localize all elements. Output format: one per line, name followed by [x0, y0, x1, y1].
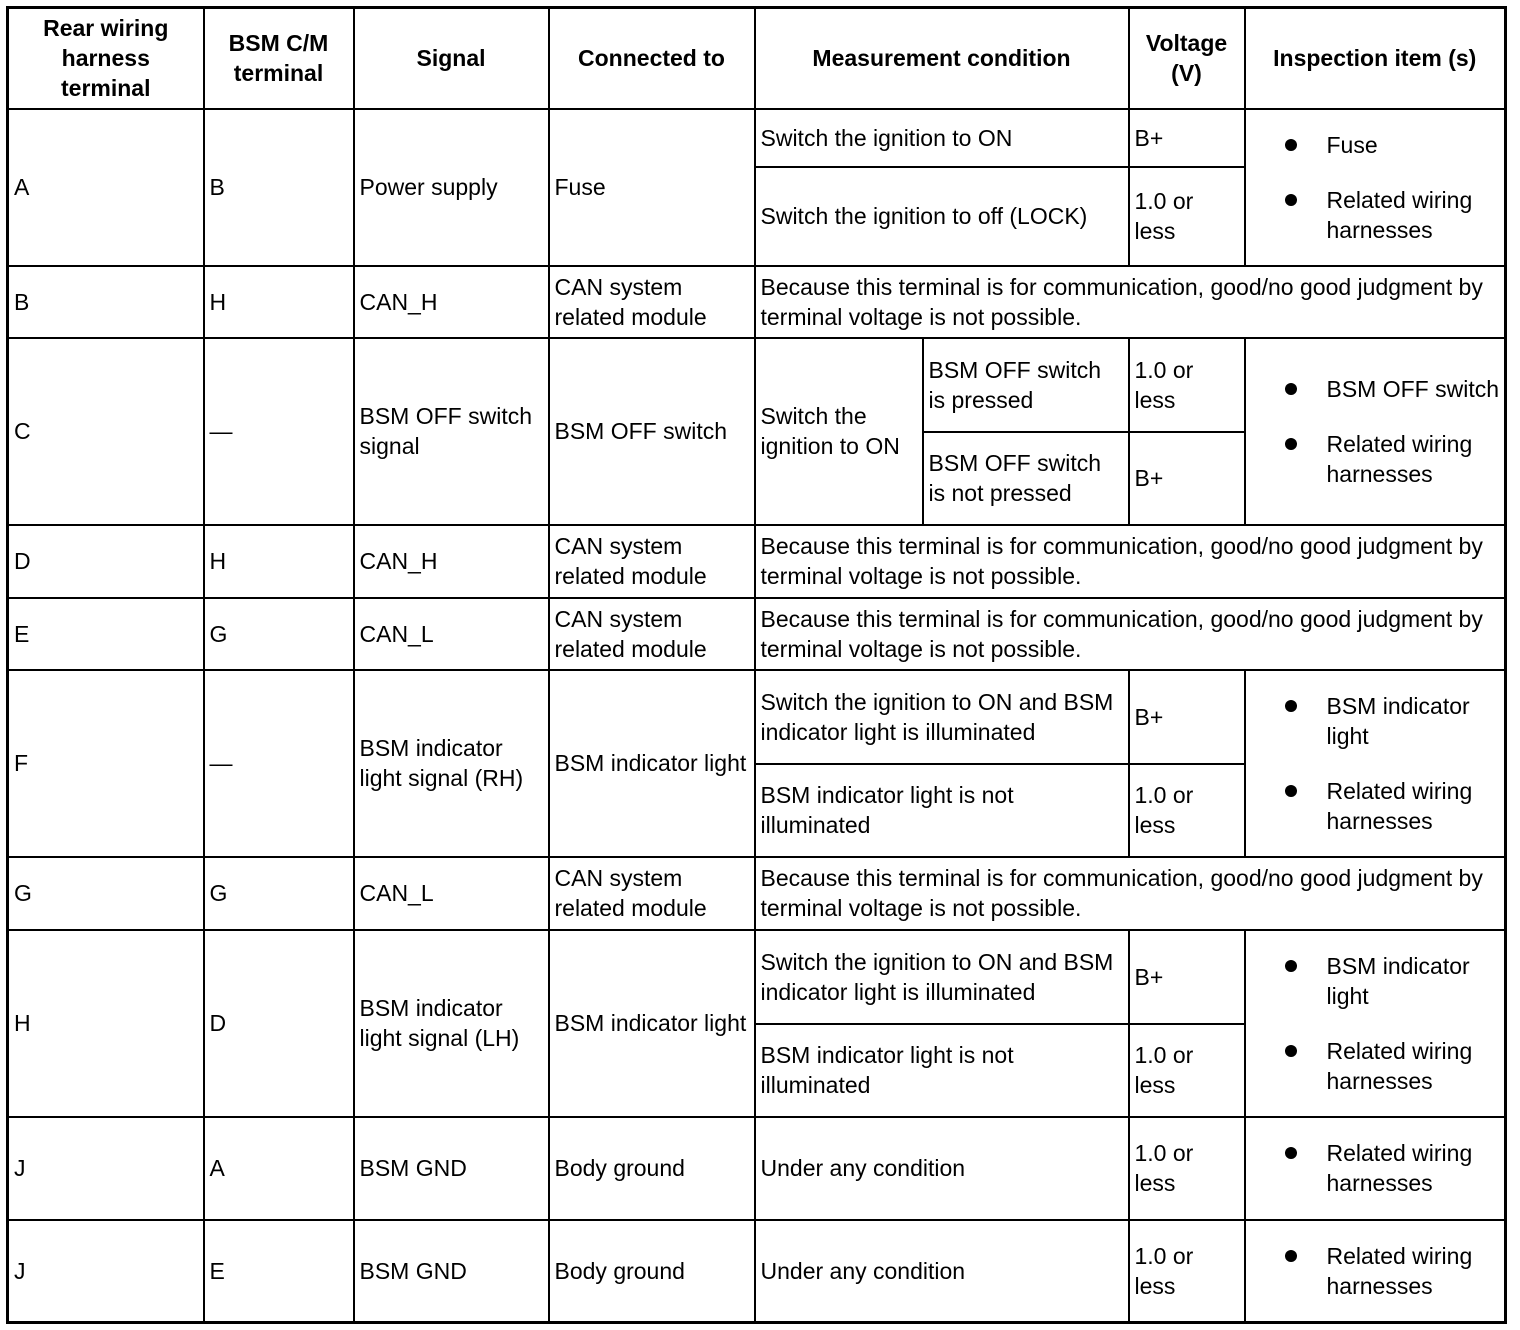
voltage-cell: B+ [1129, 930, 1245, 1024]
table-row [8, 338, 1506, 432]
voltage-cell: B+ [1129, 109, 1245, 167]
terminal-inspection-table [6, 6, 1507, 1324]
inspection-item: BSM indicator light [1327, 691, 1500, 751]
connected-to-cell: CAN system related module [549, 857, 755, 930]
rear-terminal-cell: B [8, 266, 204, 338]
inspection-list [1251, 130, 1500, 245]
signal-cell: CAN_H [354, 525, 549, 598]
rear-terminal-cell: A [8, 109, 204, 266]
table-row [8, 1220, 1506, 1323]
voltage-cell: 1.0 or less [1129, 764, 1245, 857]
table-row [8, 670, 1506, 764]
header-row [8, 8, 1506, 109]
inspection-item: Related wiring harnesses [1327, 185, 1500, 245]
inspection-cell [1245, 338, 1506, 525]
bsm-terminal-cell: D [204, 930, 354, 1117]
inspection-list [1251, 951, 1500, 1096]
rear-terminal-cell: D [8, 525, 204, 598]
inspection-item: Related wiring harnesses [1327, 776, 1500, 836]
rear-terminal-cell: E [8, 598, 204, 670]
inspection-item: Related wiring harnesses [1327, 1138, 1500, 1198]
measurement-subcondition-cell: BSM OFF switch is not pressed [923, 432, 1129, 525]
rear-terminal-cell: C [8, 338, 204, 525]
signal-cell: BSM OFF switch signal [354, 338, 549, 525]
connected-to-cell: CAN system related module [549, 266, 755, 338]
header-connected-to: Connected to [549, 8, 755, 109]
bsm-terminal-cell: E [204, 1220, 354, 1323]
communication-note-cell: Because this terminal is for communication, good/no good judgment by terminal voltage is not possible. [755, 857, 1506, 930]
bsm-terminal-cell: — [204, 338, 354, 525]
measurement-condition-cell: Switch the ignition to off (LOCK) [755, 167, 1129, 266]
voltage-cell: 1.0 or less [1129, 1220, 1245, 1323]
voltage-cell: 1.0 or less [1129, 1024, 1245, 1117]
communication-note-cell: Because this terminal is for communication, good/no good judgment by terminal voltage is not possible. [755, 598, 1506, 670]
table-row [8, 1117, 1506, 1220]
bsm-terminal-cell: H [204, 266, 354, 338]
header-bsm-terminal: BSM C/M terminal [204, 8, 354, 109]
header-voltage: Voltage (V) [1129, 8, 1245, 109]
inspection-item: Related wiring harnesses [1327, 1241, 1500, 1301]
voltage-cell: 1.0 or less [1129, 338, 1245, 432]
signal-cell: CAN_L [354, 857, 549, 930]
bsm-terminal-cell: B [204, 109, 354, 266]
voltage-cell: B+ [1129, 432, 1245, 525]
table-row [8, 598, 1506, 670]
connected-to-cell: Body ground [549, 1117, 755, 1220]
inspection-item: Fuse [1327, 130, 1500, 160]
voltage-cell: B+ [1129, 670, 1245, 764]
connected-to-cell: BSM indicator light [549, 930, 755, 1117]
bsm-terminal-cell: — [204, 670, 354, 857]
bsm-terminal-cell: G [204, 857, 354, 930]
measurement-condition-cell: BSM indicator light is not illuminated [755, 1024, 1129, 1117]
header-measurement-condition: Measurement condition [755, 8, 1129, 109]
inspection-cell [1245, 1220, 1506, 1323]
voltage-cell: 1.0 or less [1129, 1117, 1245, 1220]
rear-terminal-cell: J [8, 1117, 204, 1220]
inspection-list [1251, 1241, 1500, 1301]
rear-terminal-cell: G [8, 857, 204, 930]
measurement-condition-cell: Switch the ignition to ON [755, 338, 923, 525]
inspection-item: Related wiring harnesses [1327, 429, 1500, 489]
measurement-condition-cell: BSM indicator light is not illuminated [755, 764, 1129, 857]
inspection-item: BSM indicator light [1327, 951, 1500, 1011]
header-rear-terminal: Rear wiring harness terminal [8, 8, 204, 109]
table-row [8, 266, 1506, 338]
signal-cell: BSM indicator light signal (LH) [354, 930, 549, 1117]
table-row [8, 525, 1506, 598]
connected-to-cell: CAN system related module [549, 525, 755, 598]
voltage-cell: 1.0 or less [1129, 167, 1245, 266]
measurement-condition-cell: Switch the ignition to ON and BSM indicator light is illuminated [755, 670, 1129, 764]
measurement-subcondition-cell: BSM OFF switch is pressed [923, 338, 1129, 432]
inspection-list [1251, 691, 1500, 836]
signal-cell: CAN_H [354, 266, 549, 338]
inspection-cell [1245, 1117, 1506, 1220]
signal-cell: BSM GND [354, 1220, 549, 1323]
inspection-cell [1245, 670, 1506, 857]
signal-cell: CAN_L [354, 598, 549, 670]
measurement-condition-cell: Under any condition [755, 1117, 1129, 1220]
communication-note-cell: Because this terminal is for communication, good/no good judgment by terminal voltage is not possible. [755, 266, 1506, 338]
table-row [8, 109, 1506, 167]
inspection-list [1251, 374, 1500, 489]
inspection-list [1251, 1138, 1500, 1198]
bsm-terminal-cell: G [204, 598, 354, 670]
inspection-cell [1245, 109, 1506, 266]
connected-to-cell: Fuse [549, 109, 755, 266]
inspection-item: BSM OFF switch [1326, 375, 1500, 402]
connected-to-cell: BSM indicator light [549, 670, 755, 857]
connected-to-cell: BSM OFF switch [549, 338, 755, 525]
connected-to-cell: CAN system related module [549, 598, 755, 670]
inspection-item: Related wiring harnesses [1327, 1036, 1500, 1096]
table-row [8, 930, 1506, 1024]
measurement-condition-cell: Under any condition [755, 1220, 1129, 1323]
table-row [8, 857, 1506, 930]
header-signal: Signal [354, 8, 549, 109]
rear-terminal-cell: H [8, 930, 204, 1117]
bsm-terminal-cell: H [204, 525, 354, 598]
signal-cell: BSM indicator light signal (RH) [354, 670, 549, 857]
measurement-condition-cell: Switch the ignition to ON and BSM indicator light is illuminated [755, 930, 1129, 1024]
rear-terminal-cell: F [8, 670, 204, 857]
inspection-cell [1245, 930, 1506, 1117]
measurement-condition-cell: Switch the ignition to ON [755, 109, 1129, 167]
communication-note-cell: Because this terminal is for communication, good/no good judgment by terminal voltage is not possible. [755, 525, 1506, 598]
header-inspection-items: Inspection item (s) [1245, 8, 1506, 109]
signal-cell: Power supply [354, 109, 549, 266]
signal-cell: BSM GND [354, 1117, 549, 1220]
rear-terminal-cell: J [8, 1220, 204, 1323]
bsm-terminal-cell: A [204, 1117, 354, 1220]
connected-to-cell: Body ground [549, 1220, 755, 1323]
